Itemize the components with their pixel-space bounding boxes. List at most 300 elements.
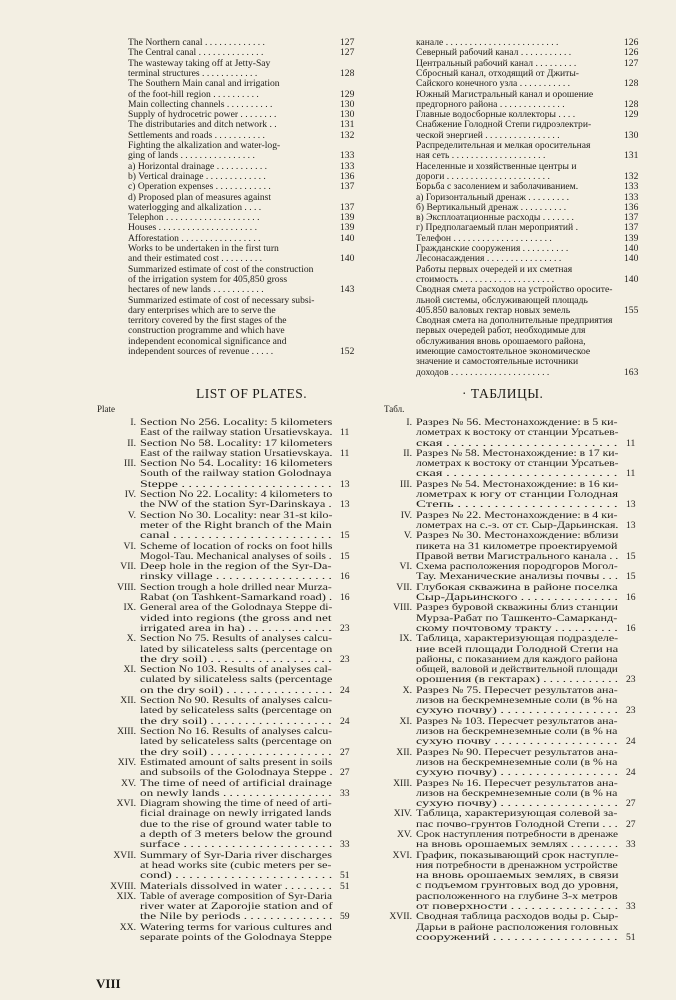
plate-text: от поверхности . . . . . . . . . . . . . . . . xyxy=(416,901,619,913)
toc-text: a) Horizontal drainage . . . . . . . . . . . xyxy=(128,160,268,172)
plate-page-number: 16 xyxy=(626,592,636,604)
plate-text: ние всей площади Голодной Степи на xyxy=(416,643,619,655)
plate-text: culated by silicateless salts (percentage xyxy=(140,674,333,686)
toc-text: Телефон . . . . . . . . . . . . . . . . . . . . . xyxy=(416,232,552,244)
plate-text: the dry soil) . . . . . . . . . . . . . . . . . . xyxy=(140,653,332,665)
toc-text: Борьба с засолением и заболачиванием. xyxy=(416,181,579,193)
plate-entry xyxy=(392,849,636,913)
toc-text: обслуживания вновь орошаемого района, xyxy=(416,335,586,347)
toc-text: Main collecting channels . . . . . . . . . . xyxy=(128,98,273,110)
plate-page-number: 13 xyxy=(626,499,636,511)
toc-page-number: 143 xyxy=(340,284,355,296)
plate-text: a depth of 3 meters below the ground xyxy=(140,828,333,840)
plate-text: Таблица, характеризующая солевой за- xyxy=(416,808,618,820)
plate-entry xyxy=(400,509,636,532)
toc-text: первых очередей работ, необходимые для xyxy=(416,325,586,337)
plate-text: East of the railway station Ursatievskaya. xyxy=(140,447,333,459)
plate-text: General area of the Golodnaya Steppe di- xyxy=(140,602,333,614)
toc-text: значение и самостоятельные источники xyxy=(416,356,579,368)
toc-text: Южный Магистральный канал и орошение xyxy=(416,88,594,100)
plate-text: Разрез № 22. Местонахождение: в 4 ки- xyxy=(416,509,618,521)
plate-text: лизов на бескремнеземные соли (в % на xyxy=(416,695,618,707)
plate-number: VI. xyxy=(123,540,136,552)
toc-text: and their estimated cost . . . . . . . . . xyxy=(128,253,263,265)
plate-page-number: 23 xyxy=(340,653,350,665)
plate-entry xyxy=(396,746,636,779)
plate-entry xyxy=(116,890,350,923)
toc-page-number: 139 xyxy=(340,212,355,224)
plate-text: ская . . . . . . . . . . . . . . . . . . . . . . . . xyxy=(416,468,618,480)
plate-number: III. xyxy=(124,458,136,470)
plate-page-number: 16 xyxy=(340,571,350,583)
toc-text: Afforestation . . . . . . . . . . . . . . . . . xyxy=(128,232,261,244)
plate-page-number: 27 xyxy=(340,746,350,758)
plate-text: районы, с показанием для каждого района xyxy=(416,653,618,665)
plate-number: XI. xyxy=(123,664,136,676)
plate-text: Section No 103. Results of analyses cal- xyxy=(140,664,332,676)
plate-text: на вновь орошаемых землях . . . . . . . . xyxy=(416,839,619,851)
plate-text: Diagram showing the time of need of arti- xyxy=(140,798,332,810)
plate-number: I. xyxy=(406,417,412,428)
toc-text: Гражданские сооружения . . . . . . . . . . xyxy=(416,243,569,254)
plate-text: Разрез № 30. Местонахождение: вблизи xyxy=(416,530,619,542)
plate-text: Section No 22. Locality: 4 kilometers to xyxy=(140,489,333,501)
toc-page-number: 140 xyxy=(624,273,639,285)
toc-page-number: 131 xyxy=(624,150,639,162)
plate-entry xyxy=(116,798,350,851)
plate-page-number: 24 xyxy=(626,736,636,748)
toc-text: канале . . . . . . . . . . . . . . . . . . . . . . . . xyxy=(416,37,559,48)
plate-text: The time of need of artificial drainage xyxy=(140,777,332,789)
plate-page-number: 27 xyxy=(626,798,636,810)
plate-page-number: 15 xyxy=(340,530,350,542)
toc-page-number: 140 xyxy=(340,232,355,244)
plate-page-number: 23 xyxy=(626,674,636,686)
plate-page-number: 13 xyxy=(340,478,350,490)
plate-number: XII. xyxy=(120,695,136,707)
plate-text: сухую почву . . . . . . . . . . . . . . . . . . xyxy=(416,736,618,748)
plate-text: скому почтовому тракту . . . . . . . . . . xyxy=(416,622,618,634)
plate-page-number: 15 xyxy=(626,550,636,562)
toc-text: The Central canal . . . . . . . . . . . . . . xyxy=(128,47,264,59)
toc-text: Сводная смета расходов на устройство оросите- xyxy=(416,284,613,296)
plate-entry xyxy=(120,695,350,727)
plate-text: пикета на 31 километре проектируемой xyxy=(416,540,618,552)
plate-page-number: 13 xyxy=(626,519,636,531)
plate-entry xyxy=(399,633,636,686)
plate-number: XX. xyxy=(119,921,136,933)
plate-entry xyxy=(389,911,636,943)
toc-page-number: 133 xyxy=(340,160,355,172)
toc-page-number: 139 xyxy=(624,232,639,244)
plate-text: the NW of the station Syr-Darinskaya . xyxy=(140,499,332,511)
plate-number: IV. xyxy=(124,489,136,501)
plate-number: XVII. xyxy=(389,911,412,923)
toc-page-number: 127 xyxy=(340,37,355,48)
plate-entry xyxy=(119,921,334,944)
toc-text: The Southern Main canal and irrigation xyxy=(128,78,280,90)
plates-label: Plate xyxy=(97,404,115,414)
toc-text: дороги . . . . . . . . . . . . . . . . . . . . . . xyxy=(416,170,550,182)
plate-entry xyxy=(393,602,636,634)
plate-entry xyxy=(113,849,350,882)
toc-text: Telephon . . . . . . . . . . . . . . . . . . . . xyxy=(128,212,260,224)
plate-text: лометрах на с.-з. от ст. Сыр-Дарьинская. xyxy=(416,519,619,531)
plate-number: XV. xyxy=(396,829,412,840)
toc-line xyxy=(416,366,639,378)
toc-page-number: 129 xyxy=(340,88,355,100)
plate-entry xyxy=(399,561,636,583)
plate-page-number: 33 xyxy=(340,839,350,851)
plate-text: лометрах к востоку от станции Урсатьев- xyxy=(416,427,619,439)
plate-text: Разрез № 16. Пересчет результатов ана- xyxy=(416,777,618,789)
toc-page-number: 132 xyxy=(340,129,355,141)
plate-entry xyxy=(400,478,636,511)
plate-number: XIV. xyxy=(117,756,136,768)
toc-text: ная сеть . . . . . . . . . . . . . . . . . . . . xyxy=(416,150,546,162)
plate-text: Срок наступления потребности в дренаже xyxy=(416,829,619,840)
plate-text: Разрез № 90. Пересчет результатов ана- xyxy=(416,746,618,758)
plate-page-number: 15 xyxy=(626,571,636,583)
plate-entry xyxy=(123,602,350,634)
plate-page-number: 16 xyxy=(340,592,350,604)
plate-entry xyxy=(124,489,350,511)
plate-text: Summary of Syr-Daria river discharges xyxy=(140,849,332,861)
plate-text: лизов на бескремнеземные соли (в % на xyxy=(416,725,618,737)
plate-text: лизов на бескремнеземные соли (в % на xyxy=(416,756,618,768)
plate-number: V. xyxy=(127,509,136,521)
page-folio: VIII xyxy=(96,976,121,991)
toc-text: The Northern canal . . . . . . . . . . . . . xyxy=(128,37,265,48)
plate-entry xyxy=(403,447,636,480)
plate-text: расположенного на глубине 3-х метров xyxy=(416,890,618,902)
plate-text: Схема расположения породгоров Могол- xyxy=(416,561,618,573)
toc-text: Supply of hydrocetric power . . . . . . . . xyxy=(128,109,277,121)
plate-number: XIII. xyxy=(117,726,136,737)
plate-page-number: 59 xyxy=(340,911,350,923)
plate-entry xyxy=(117,756,350,779)
toc-text: dary enterprises which are to serve the xyxy=(128,304,276,316)
toc-page-number: 130 xyxy=(340,109,355,121)
plate-entry xyxy=(393,777,636,810)
plate-text: rinsky village . . . . . . . . . . . . . . . . . . xyxy=(140,571,332,583)
toc-page-number: 140 xyxy=(340,253,355,265)
toc-page-number: 133 xyxy=(624,191,639,203)
plate-entry xyxy=(124,458,350,490)
plate-text: Section No 54. Locality: 16 kilometers xyxy=(140,458,333,470)
toc-page-number: 137 xyxy=(340,201,355,213)
toc-text: terminal structures . . . . . . . . . . . . xyxy=(128,67,258,79)
plate-text: Section No 75. Results of analyses calcu- xyxy=(140,633,333,645)
plate-text: лометрах к востоку от станции Урсатьев- xyxy=(416,458,619,470)
toc-page-number: 163 xyxy=(624,366,639,378)
toc-text: The wasteway taking off at Jetty-Say xyxy=(128,57,271,69)
plate-text: Section No 256. Locality: 5 kilometers xyxy=(140,417,333,428)
plate-text: the dry soil) . . . . . . . . . . . . . . . . . . xyxy=(140,746,332,758)
plate-text: лизов на бескремнеземные соли (в % на xyxy=(416,787,618,799)
toc-page-number: 139 xyxy=(340,222,355,234)
plate-text: Materials dissolved in water . . . . . . . . xyxy=(140,880,332,892)
toc-page-number: 136 xyxy=(340,170,355,182)
plate-number: VI. xyxy=(399,561,412,573)
plate-page-number: 51 xyxy=(626,931,636,943)
plate-text: Тау. Механические анализы почвы . . . xyxy=(416,571,618,583)
toc-page-number: 130 xyxy=(624,129,639,141)
plate-page-number: 27 xyxy=(340,767,350,779)
plate-text: Сводная таблица расходов воды р. Сыр- xyxy=(416,911,619,923)
toc-text: Населенные и хозяйственные центры и xyxy=(416,160,577,172)
toc-text: of the foot-hill region . . . . . . . . . . xyxy=(128,88,259,100)
plate-entry xyxy=(123,664,350,696)
plate-text: Правой ветви Магистрального канала . . xyxy=(416,550,619,562)
toc-text: Houses . . . . . . . . . . . . . . . . . . . . . xyxy=(128,222,257,234)
plate-text: с подъемом грунтовых вод до уровня, xyxy=(416,880,619,892)
plate-text: График, показывающий срок наступле- xyxy=(416,849,619,861)
toc-text: 405.850 валовых гектар новых земель xyxy=(416,304,571,316)
plate-page-number: 11 xyxy=(340,427,350,439)
toc-page-number: 133 xyxy=(624,181,639,193)
plate-text: Steppe . . . . . . . . . . . . . . . . . . . . . . xyxy=(140,478,332,490)
plate-text: Section No 30. Locality: near 31-st kilo- xyxy=(140,509,333,521)
toc-text: c) Operation expenses . . . . . . . . . . . . xyxy=(128,181,271,193)
plate-number: XI. xyxy=(399,715,412,727)
plate-entry xyxy=(120,561,350,583)
plate-entry xyxy=(393,808,636,830)
plate-number: XVIII. xyxy=(110,880,136,892)
plate-text: Глубокая скважина в районе поселка xyxy=(416,581,618,593)
toc-page-number: 131 xyxy=(340,119,355,131)
plate-entry xyxy=(126,633,350,665)
toc-text: Settlements and roads . . . . . . . . . . . xyxy=(128,129,265,141)
toc-text: ческой энергией . . . . . . . . . . . . . . . . xyxy=(416,129,560,141)
toc-page-number: 128 xyxy=(624,98,639,110)
plate-entry xyxy=(130,417,350,439)
toc-text: Сводная смета на дополнительные предприятия xyxy=(416,315,613,327)
toc-page-number: 127 xyxy=(624,57,639,69)
plate-text: canal . . . . . . . . . . . . . . . . . . . . . . . xyxy=(140,530,332,542)
plate-entry xyxy=(399,715,636,748)
plate-number: X. xyxy=(126,633,136,645)
toc-text: а) Горизонтальный дренаж . . . . . . . . . xyxy=(416,191,570,203)
toc-page-number: 140 xyxy=(624,243,639,254)
toc-page-number: 129 xyxy=(624,109,639,121)
plate-number: VIII. xyxy=(393,602,412,614)
toc-text: Работы первых очередей и их сметная xyxy=(416,263,573,275)
plate-page-number: 24 xyxy=(340,715,350,727)
plate-text: meter of the Right branch of the Main xyxy=(140,519,332,531)
plate-page-number: 11 xyxy=(626,468,636,480)
plate-text: общей, валовой и действительной площади xyxy=(416,664,618,676)
plate-text: Разрез буровой скважины близ станции xyxy=(416,602,618,614)
toc-page-number: 155 xyxy=(624,304,639,316)
plate-page-number: 13 xyxy=(340,499,350,511)
toc-text: ging of lands . . . . . . . . . . . . . . . . xyxy=(128,150,255,162)
toc-text: construction programme and which have xyxy=(128,325,285,337)
toc-page-number: 136 xyxy=(624,201,639,213)
plate-text: on newly lands . . . . . . . . . . . . . . . . . xyxy=(140,787,332,799)
plate-text: Таблица, характеризующая подразделе- xyxy=(416,633,619,645)
plate-text: Разрез № 56. Местонахождение: в 5 ки- xyxy=(416,417,618,428)
toc-page-number: 128 xyxy=(624,78,639,90)
plate-text: lated by selicateless salts (percentage on xyxy=(140,705,332,717)
plate-entry xyxy=(123,540,350,563)
toc-text: Главные водосборные коллекторы . . . . xyxy=(416,109,576,121)
plate-page-number: 16 xyxy=(626,622,636,634)
plate-entry xyxy=(117,726,350,758)
plate-text: Сыр-Дарьинского . . . . . . . . . . . . . . . xyxy=(416,592,618,604)
toc-page-number: 137 xyxy=(624,212,639,224)
toc-text: Снабжение Голодной Степи гидроэлектри- xyxy=(416,119,592,131)
toc-text: Распределительная и мелкая оросительная xyxy=(416,140,591,151)
plate-number: XII. xyxy=(396,746,412,758)
toc-text: Summarized estimate of cost of the construction xyxy=(128,263,314,275)
plate-text: на вновь орошаемых землях, в связи xyxy=(416,870,619,882)
plate-page-number: 24 xyxy=(626,767,636,779)
plate-text: Дарьи в районе расположения головных xyxy=(416,921,619,933)
toc-text: Works to be undertaken in the first turn xyxy=(128,243,279,254)
plates-heading: LIST OF PLATES. xyxy=(196,386,308,401)
plate-text: due to the rise of ground water table to xyxy=(140,818,332,830)
toc-page-number: 130 xyxy=(340,98,355,110)
toc-page-number: 128 xyxy=(340,67,355,79)
plate-text: сухую почву) . . . . . . . . . . . . . . . . . xyxy=(416,767,618,779)
plate-text: сухую почву) . . . . . . . . . . . . . . . . . xyxy=(416,798,618,810)
toc-page-number: 126 xyxy=(624,47,639,59)
plate-text: Section trough a hole drilled near Murza- xyxy=(140,581,332,593)
plate-text: vided into regions (the gross and net xyxy=(140,612,332,624)
plate-text: separate points of the Golodnaya Steppe xyxy=(140,931,332,943)
plate-number: IX. xyxy=(399,633,412,645)
plate-text: lated by selicateless salts (percentage on xyxy=(140,736,332,748)
toc-text: имеющие самостоятельное экономическое xyxy=(416,346,591,357)
plate-text: лометрах к югу от станции Голодная xyxy=(416,489,619,501)
plate-text: and subsoils of the Golodnaya Steppe . xyxy=(140,767,333,779)
plate-text: surface . . . . . . . . . . . . . . . . . . . . . . xyxy=(140,839,333,851)
plate-text: сухую почву) . . . . . . . . . . . . . . . . . xyxy=(416,705,618,717)
plate-text: Степь . . . . . . . . . . . . . . . . . . . . . . xyxy=(416,499,618,511)
plate-text: irrigated area in ha) . . . . . . . . . . . . . xyxy=(140,622,332,634)
plate-text: Section No 58. Locality: 17 kilometers xyxy=(140,437,333,449)
plate-text: Мурза-Рабат по Ташкенто-Самарканд- xyxy=(416,612,618,624)
plate-entry xyxy=(117,581,350,604)
plate-page-number: 23 xyxy=(340,622,350,634)
plate-page-number: 33 xyxy=(626,839,636,851)
plate-text: river water at Zaporojie station and of xyxy=(140,901,333,913)
toc-text: b) Vertical drainage . . . . . . . . . . . . . xyxy=(128,170,266,182)
plate-text: Разрез № 103. Пересчет результатов ана- xyxy=(416,715,618,727)
plate-entry xyxy=(127,437,350,460)
toc-text: в) Эксплоатационные расходы . . . . . . . xyxy=(416,212,574,224)
plate-number: XIX. xyxy=(116,890,136,902)
plate-page-number: 11 xyxy=(626,437,636,449)
plate-text: ficial drainage on newly irrigated lands xyxy=(140,808,332,820)
toc-text: Fighting the alkalization and water-log- xyxy=(128,140,281,151)
plate-text: the dry soil) . . . . . . . . . . . . . . . . . . xyxy=(140,715,332,727)
plate-number: III. xyxy=(400,478,412,490)
plate-text: пас почво-грунтов Голодной Степи . . . xyxy=(416,818,618,830)
plate-number: XVII. xyxy=(113,849,136,861)
plate-number: XV. xyxy=(120,777,136,789)
toc-text: Северный рабочий канал . . . . . . . . . . . xyxy=(416,47,572,59)
toc-text: предгорного района . . . . . . . . . . . . . . xyxy=(416,98,565,110)
plate-number: VIII. xyxy=(117,581,136,593)
plate-number: V. xyxy=(403,530,412,542)
plate-text: Разрез № 58. Местонахождение: в 17 ки- xyxy=(416,447,619,459)
toc-text: waterlogging and alkalization . . . . xyxy=(128,201,262,213)
tables-label: Табл. xyxy=(384,404,405,414)
plate-number: VII. xyxy=(120,561,136,573)
toc-text: Лесонасаждения . . . . . . . . . . . . . . . . xyxy=(416,253,562,265)
plate-text: the Nile by periods . . . . . . . . . . . . . . xyxy=(140,911,333,923)
plate-text: at head works site (cubic meters per se- xyxy=(140,859,332,871)
plate-number: I. xyxy=(130,417,136,428)
toc-page-number: 137 xyxy=(624,222,639,234)
toc-page-number: 140 xyxy=(624,253,639,265)
plate-text: South of the railway station Golodnaya xyxy=(140,468,332,480)
plate-text: Разрез № 75. Пересчет результатов ана- xyxy=(416,684,618,696)
plate-entry xyxy=(396,829,636,851)
toc-page-number: 137 xyxy=(340,181,355,193)
plate-number: IX. xyxy=(123,602,136,614)
toc-page-number: 126 xyxy=(624,37,639,48)
toc-text: доходов . . . . . . . . . . . . . . . . . . . . . xyxy=(416,366,550,378)
plate-page-number: 24 xyxy=(340,684,350,696)
toc-page-number: 133 xyxy=(340,150,355,162)
plate-text: ния потребности в дренажном устройстве xyxy=(416,859,618,871)
plate-page-number: 33 xyxy=(626,901,636,913)
plate-text: Estimated amount of salts present in soils xyxy=(140,756,333,768)
plate-page-number: 51 xyxy=(340,880,350,892)
plate-number: X. xyxy=(402,684,412,696)
plate-text: Section No 16. Results of analyses calcu- xyxy=(140,726,333,737)
toc-text: d) Proposed plan of measures against xyxy=(128,191,272,203)
plate-page-number: 33 xyxy=(340,787,350,799)
plate-text: Watering terms for various cultures and xyxy=(140,921,332,933)
plate-number: II. xyxy=(403,447,412,459)
plate-page-number: 15 xyxy=(340,550,350,562)
toc-text: Summarized estimate of cost of necessary subsi- xyxy=(128,294,315,306)
plate-text: East of the railway station Ursatievskaya. xyxy=(140,427,333,439)
plate-text: on the dry soil) . . . . . . . . . . . . . . . . xyxy=(140,684,333,696)
plate-text: Table of average composition of Syr-Daria xyxy=(140,890,333,902)
toc-text: independent economical significance and xyxy=(128,335,287,347)
toc-text: The distributaries and ditch network . . xyxy=(128,119,277,131)
plate-text: сооружений . . . . . . . . . . . . . . . . . . xyxy=(416,931,618,943)
toc-text: hectares of new lands . . . . . . . . . . . xyxy=(128,284,264,296)
plate-number: XIV. xyxy=(393,808,412,820)
toc-text: of the irrigation system for 405,850 gross xyxy=(128,273,288,285)
plate-text: Mogol-Tau. Mechanical analyses of soils . xyxy=(140,550,332,562)
plate-entry xyxy=(403,530,636,562)
tables-heading: · ТАБЛИЦЫ. xyxy=(462,386,544,401)
plate-page-number: 51 xyxy=(340,870,350,882)
plate-text: орошения (в гектарах) . . . . . . . . . . . . xyxy=(416,674,619,686)
plate-entry xyxy=(406,417,636,449)
plate-text: Scheme of location of rocks on foot hills xyxy=(140,540,333,552)
toc-text: Сбросный канал, отходящий от Джиты- xyxy=(416,67,579,79)
plate-number: IV. xyxy=(400,509,412,521)
plate-entry xyxy=(120,777,350,800)
plate-entry xyxy=(396,581,636,604)
plate-entry xyxy=(127,509,350,542)
toc-text: стоимость . . . . . . . . . . . . . . . . . . . . xyxy=(416,273,555,285)
plate-text: Разрез № 54. Местонахождение: в 16 ки- xyxy=(416,478,619,490)
plate-number: XVI. xyxy=(392,849,412,861)
toc-text: б) Вертикальный дренаж . . . . . . . . . . xyxy=(416,201,567,213)
toc-page-number: 132 xyxy=(624,170,639,182)
plate-number: VII. xyxy=(396,581,412,593)
toc-text: льной системы, обслуживающей площадь xyxy=(416,294,588,306)
